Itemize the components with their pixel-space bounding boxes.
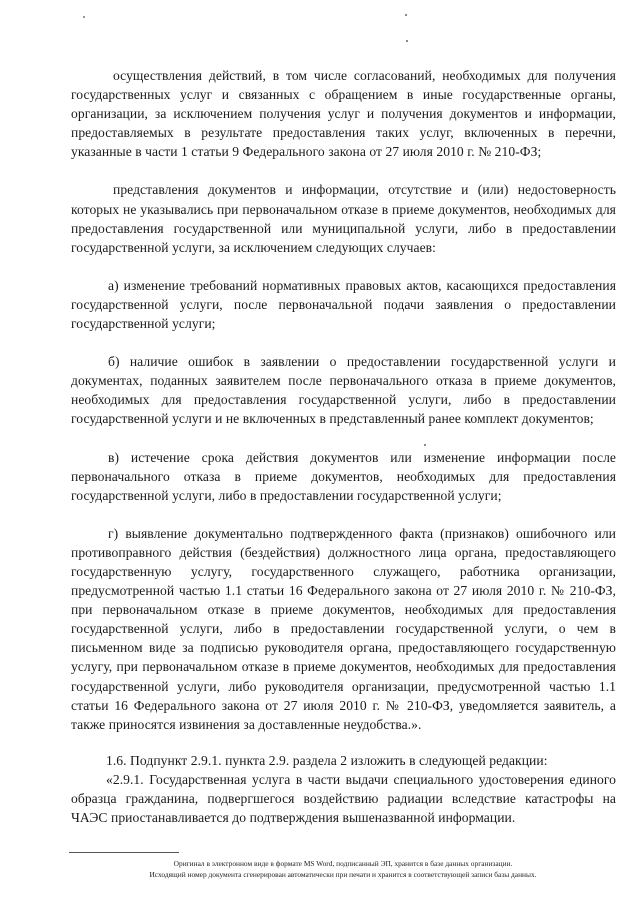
paragraph-section-1-6: 1.6. Подпункт 2.9.1. пункта 2.9. раздела 2 изложить в следующей редакции: (106, 752, 548, 768)
scan-speck (424, 444, 426, 446)
paragraph-section-2-9-1: «2.9.1. Государственная услуга в части выдачи специального удостоверения единого образца гражданина, подвергшегося воздействию радиации вследствие катастрофы на ЧАЭС приостанавливается до подтверждения вышеназванной информации. (71, 771, 616, 826)
footer-note (70, 858, 616, 880)
paragraph-item-b: б) наличие ошибок в заявлении о предоставлении государственной услуги и документах, поданных заявителем после первоначального отказа в приеме документов, необходимых для предоставления государственной услуги, либо в предоставлении государственной услуги и не включенных в представленный ранее комплект документов; (71, 354, 616, 427)
paragraph-item-a: а) изменение требований нормативных правовых актов, касающихся предоставления государственной услуги, после первоначальной подачи заявления о предоставлении государственной услуги; (71, 277, 616, 332)
footer-divider (69, 852, 179, 853)
footer-line-number: Исходящий номер документа сгенерирован автоматически при печати и хранится в соответствующей записи базы данных. (149, 870, 537, 879)
paragraph-item-g: г) выявление документально подтвержденного факта (признаков) ошибочного или противоправного действия (бездействия) должностного лица органа, предоставляющего государственную услугу, государственного служащего, работника организации, предусмотренной частью 1.1 статьи 16 Федерального закона от 27 июля 2010 г. № 210-ФЗ, при первоначальном отказе в приеме документов, необходимых для предоставления государственной услуги, либо в предоставлении государственной услуги, о чем в письменном виде за подписью руководителя органа, предоставляющего государственную услугу, при первоначальном отказе в приеме документов, необходимых для предоставления государственной услуги, либо руководителя организации, предусмотренной частью 1.1 статьи 16 Федерального закона от 27 июля 2010 г. № 210-ФЗ, уведомляется заявитель, а также приносятся извинения за доставленные неудобства.». (71, 525, 616, 732)
scan-speck (406, 40, 408, 42)
scan-speck (83, 16, 85, 18)
paragraph-item-v: в) истечение срока действия документов или изменение информации после первоначального отказа в приеме документов, необходимых для предоставления государственной услуги, либо в предоставлении государственной услуги; (71, 449, 616, 503)
footer-line-original: Оригинал в электронном виде в формате MS Word, подписанный ЭП, хранится в базе данных организации. (173, 859, 513, 868)
scan-speck (405, 14, 407, 16)
paragraph-actions: осуществления действий, в том числе согласований, необходимых для получения государственных услуг и связанных с обращением в иные государственные органы, организации, за исключением получения услуг и получения документов и информации, предоставляемых в результате предоставления таких услуг, включенных в перечни, указанные в части 1 статьи 9 Федерального закона от 27 июля 2010 г. № 210-ФЗ; (71, 68, 616, 160)
document-body (71, 66, 616, 827)
paragraph-documents: представления документов и информации, отсутствие и (или) недостоверность которых не указывались при первоначальном отказе в приеме документов, необходимых для предоставления государственной или муниципальной услуги, либо в предоставлении государственной услуги, за исключением следующих случаев: (71, 182, 616, 255)
